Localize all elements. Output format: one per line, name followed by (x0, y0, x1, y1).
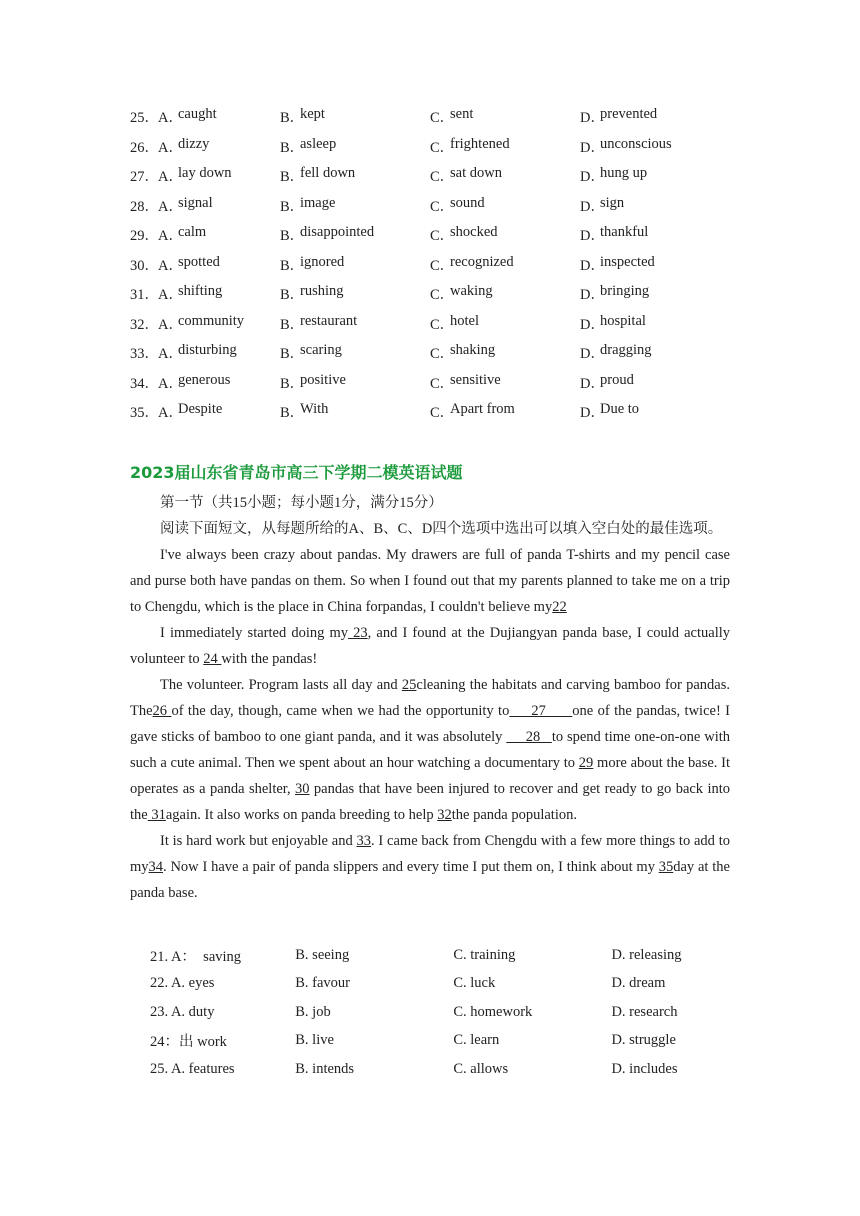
option-a: A． shifting (158, 283, 223, 304)
blank-23: 23 (348, 625, 368, 641)
question-number: 25． (130, 110, 159, 127)
option-row (130, 368, 740, 398)
option-d: D． hung up (580, 165, 648, 186)
option-b: B. seeing (295, 946, 350, 963)
option-b: B． With (280, 401, 329, 422)
question-number: 35． (130, 405, 159, 422)
option-d: D． bringing (580, 283, 650, 304)
option-d: D． prevented (580, 106, 658, 127)
options-table-bottom (150, 941, 730, 1084)
blank-31: 31 (147, 807, 166, 823)
option-row (130, 250, 740, 280)
option-b: B． fell down (280, 165, 356, 186)
instructions: 阅读下面短文，从每题所给的A、B、C、D四个选项中选出可以填入空白处的最佳选项。 (160, 521, 723, 537)
option-d: D． dragging (580, 342, 652, 363)
option-row (150, 970, 730, 999)
option-b: B． kept (280, 106, 325, 127)
option-c: C． sound (430, 194, 485, 215)
paragraph-2: I immediately started doing my 23, and I found at the Dujiangyan panda base, I could actually volunteer to 24 with the pandas! (130, 625, 730, 667)
option-c: C． sat down (430, 165, 502, 186)
question-number: 27． (130, 169, 159, 186)
option-b: B． asleep (280, 135, 337, 156)
blank-30: 30 (295, 781, 310, 797)
option-row (130, 220, 740, 250)
paragraph-1: I've always been crazy about pandas. My drawers are full of panda T-shirts and my pencil case and purse both have pandas on them. So when I found out that my parents planned to take me on a trip to Chengdu, which is the place in China forpandas, I couldn't believe my22 (130, 547, 730, 615)
option-c: C. learn (453, 1032, 500, 1049)
option-a: A． dizzy (158, 135, 210, 156)
question-number: 34． (130, 375, 159, 392)
option-b: B． disappointed (280, 224, 375, 245)
option-c: C． waking (430, 283, 493, 304)
option-d: D． proud (580, 371, 634, 392)
option-row (130, 338, 740, 368)
section-title: 2023届山东省青岛市高三下学期二模英语试题 (130, 463, 463, 482)
option-d: D． inspected (580, 253, 655, 274)
option-row (150, 1027, 730, 1056)
option-b: B． image (280, 194, 336, 215)
blank-28: 28 (506, 729, 552, 745)
option-b: B. intends (295, 1060, 355, 1077)
option-b: B． ignored (280, 253, 345, 274)
option-a: A． Despite (158, 401, 223, 422)
option-row (130, 279, 740, 309)
blank-29: 29 (578, 755, 594, 771)
option-a: A． lay down (158, 165, 232, 186)
option-b: B. live (295, 1032, 334, 1049)
option-row (150, 941, 730, 970)
option-d: D. includes (611, 1060, 678, 1077)
option-c: C． sensitive (430, 371, 501, 392)
option-a: A． caught (158, 106, 217, 127)
blank-22: 22 (552, 599, 567, 615)
blank-25: 25 (401, 677, 417, 693)
option-c: C． frightened (430, 135, 510, 156)
option-a: A． community (158, 312, 245, 333)
option-a: 23. A. duty (150, 1003, 215, 1020)
option-b: B． restaurant (280, 312, 358, 333)
option-c: C． shaking (430, 342, 496, 363)
question-number: 29． (130, 228, 159, 245)
section-info: 第一节（共15小题；每小题1分，满分15分） (160, 495, 443, 511)
option-d: D． Due to (580, 401, 640, 422)
option-d: D. dream (611, 975, 666, 992)
options-table-top (130, 102, 740, 427)
option-d: D. research (611, 1003, 678, 1020)
option-a: 22. A. eyes (150, 975, 215, 992)
question-number: 30． (130, 257, 159, 274)
blank-34: 34 (148, 859, 164, 875)
option-row (130, 102, 740, 132)
option-a: A． generous (158, 371, 231, 392)
paragraph-4: It is hard work but enjoyable and 33. I came back from Chengdu with a few more things to add to my34. Now I have a pair of panda slippers and every time I put them on, I think about my 35day at the panda base. (130, 833, 730, 901)
option-a: A． disturbing (158, 342, 237, 363)
question-number: 33． (130, 346, 159, 363)
option-b: B. favour (295, 975, 351, 992)
option-b: B． rushing (280, 283, 344, 304)
option-row (150, 998, 730, 1027)
option-c: C. homework (453, 1003, 533, 1020)
option-a: A． signal (158, 194, 213, 215)
option-c: C. training (453, 946, 516, 963)
option-a: A． spotted (158, 253, 220, 274)
option-row (130, 161, 740, 191)
blank-24: 24 (203, 651, 222, 667)
option-b: B． scaring (280, 342, 342, 363)
question-number: 28． (130, 198, 159, 215)
option-d: D． unconscious (580, 135, 672, 156)
option-d: D. releasing (611, 946, 682, 963)
passage (130, 490, 730, 906)
option-b: B． positive (280, 371, 346, 392)
option-row (150, 1055, 730, 1084)
blank-32: 32 (437, 807, 452, 823)
option-row (130, 309, 740, 339)
question-number: 31． (130, 287, 159, 304)
question-number: 26． (130, 139, 159, 156)
blank-35: 35 (658, 859, 674, 875)
option-a: A． calm (158, 224, 207, 245)
question-number: 32． (130, 316, 159, 333)
option-d: D. struggle (611, 1032, 676, 1049)
option-c: C. allows (453, 1060, 509, 1077)
paragraph-3: The volunteer. Program lasts all day and 25cleaning the habitats and carving bamboo for pandas. The26 of the day, though, came when we had the opportunity to 27 one of the pandas, twice! I gave sticks of bamboo to one giant panda, and it was absolutely 28 to spend time one-on-one with such a cute animal. Then we spent about an hour watching a documentary to 29 more about the base. It operates as a panda shelter, 30 pandas that have been injured to recover and get ready to go back into the 31again. It also works on panda breeding to help 32the panda population. (130, 677, 731, 823)
option-c: C． shocked (430, 224, 498, 245)
option-c: C. luck (453, 975, 496, 992)
option-b: B. job (295, 1003, 331, 1020)
option-row (130, 191, 740, 221)
option-d: D． sign (580, 194, 625, 215)
blank-27: 27 (509, 703, 573, 719)
blank-26: 26 (152, 703, 172, 719)
option-row (130, 132, 740, 162)
option-c: C． hotel (430, 312, 479, 333)
option-c: C． recognized (430, 253, 514, 274)
option-a: 21. A： saving (150, 948, 242, 965)
option-d: D． thankful (580, 224, 649, 245)
option-row (130, 397, 740, 427)
blank-33: 33 (356, 833, 371, 849)
option-a: 24：出 work (150, 1034, 227, 1051)
option-c: C． Apart from (430, 401, 515, 422)
option-a: 25. A. features (150, 1060, 235, 1077)
option-c: C． sent (430, 106, 474, 127)
option-d: D． hospital (580, 312, 646, 333)
